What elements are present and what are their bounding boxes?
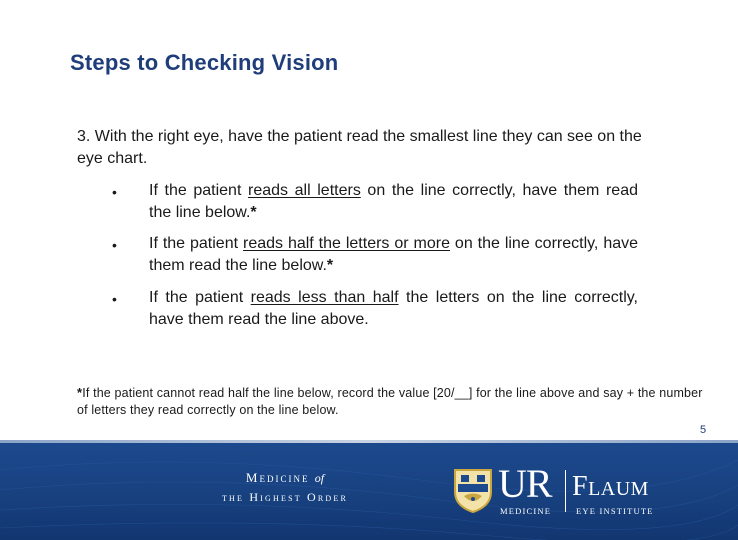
motto-line1 [210,470,360,486]
bullet-text-pre: If the patient [149,235,243,252]
motto-line2: the Highest Order [221,490,349,504]
slide-title: Steps to Checking Vision [70,50,339,75]
asterisk-marker: * [250,204,257,221]
bullet-text [149,233,638,277]
ur-flaum-logo [452,461,672,520]
bullet-text-underlined: reads half the letters or more [242,235,450,252]
bullet-text-post: the letters on the line correctly, have them read the line above. [149,289,639,328]
intro-paragraph: 3. With the right eye, have the patient read the smallest line they can see on the eye chart. [77,128,642,167]
footnote-text: If the patient cannot read half the line below, record the value [20/__] for the line above and say + the number of letters they read correctly on the line below. [77,386,703,417]
asterisk-marker: * [326,257,334,274]
footnote-asterisk: * [77,385,83,400]
bullet-text [149,180,638,224]
logo-ur-text: UR [498,461,552,506]
bullet-text-post: on the line correctly, have them read the line below. [149,182,638,221]
bullet-text-post: on the line correctly, have them read the line below. [149,235,639,274]
bullet-dot-icon: • [112,184,117,200]
logo-flaum-subtext: EYE INSTITUTE [576,506,654,516]
bullet-text [149,287,638,331]
page-number: 5 [700,424,707,436]
bullet-dot-icon: • [112,291,117,307]
logo-flaum-text: Flaum [572,471,649,502]
motto-word-medicine: Medicine [245,470,310,485]
footer-band-top-line [0,440,738,443]
logo-divider [565,470,566,512]
bullet-text-pre: If the patient [149,182,248,199]
bullet-dot-icon: • [112,237,117,253]
motto-word-of: of [314,471,325,485]
logo-ur-subtext: MEDICINE [500,506,552,516]
bullet-text-underlined: reads all letters [248,182,361,199]
university-shield-icon [452,466,494,514]
footnote [77,384,707,419]
bullet-text-pre: If the patient [149,289,251,306]
bullet-text-underlined: reads less than half [250,289,399,306]
motto [210,470,360,505]
